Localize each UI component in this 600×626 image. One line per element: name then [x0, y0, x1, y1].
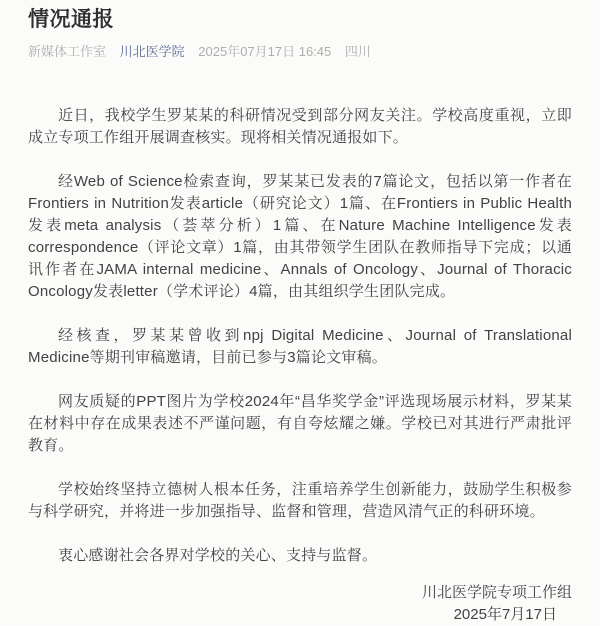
- paragraph-thanks: 衷心感谢社会各界对学校的关心、支持与监督。: [58, 547, 378, 564]
- signature-date: 2025年7月17日: [453, 606, 557, 623]
- paragraph-review-invitations: 经核查，罗某某曾收到npj Digital Medicine、Journal of Translational Medicine等期刊审稿邀请，目前已参与3篇论文审稿。: [28, 327, 572, 366]
- account-link[interactable]: 川北医学院: [119, 44, 185, 59]
- article-body: [28, 105, 572, 567]
- page-title: 情况通报: [28, 8, 114, 31]
- publish-location: 四川: [344, 44, 371, 59]
- byline-studio: 新媒体工作室: [28, 44, 107, 59]
- paragraph-school-stance: 学校始终坚持立德树人根本任务，注重培养学生创新能力，鼓励学生积极参与科学研究，并将进一步加强指导、监督和管理，营造风清气正的科研环境。: [28, 481, 572, 520]
- paragraph-ppt-issue: 网友质疑的PPT图片为学校2024年“昌华奖学金”评选现场展示材料，罗某某在材料中存在成果表述不严谨问题，有自夸炫耀之嫌。学校已对其进行严肃批评教育。: [28, 393, 572, 454]
- signature-block: [28, 582, 572, 626]
- publish-datetime: 2025年07月17日 16:45: [198, 44, 332, 59]
- signature-name: 川北医学院专项工作组: [421, 584, 572, 601]
- paragraph-publications: 经Web of Science检索查询，罗某某已发表的7篇论文，包括以第一作者在Frontiers in Nutrition发表article（研究论文）1篇、在Frontiers in Public Health发表meta analysis（荟萃分析）1篇、在Nature Machine Intelligence发表correspondence（评论文章）1篇，由其带领学生团队在教师指导下完成；以通讯作者在JAMA internal medicine、Annals of Oncology、Journal of Thoracic Oncology发表letter（学术评论）4篇，由其组织学生团队完成。: [28, 173, 572, 300]
- byline: [28, 43, 572, 61]
- paragraph-intro: 近日，我校学生罗某某的科研情况受到部分网友关注。学校高度重视，立即成立专项工作组开展调查核实。现将相关情况通报如下。: [28, 107, 572, 146]
